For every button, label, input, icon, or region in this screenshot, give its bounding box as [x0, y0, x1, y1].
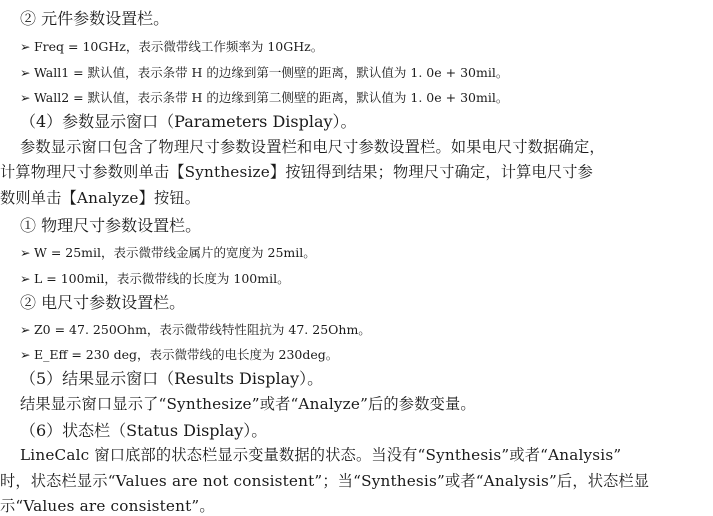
arrow-bullet-icon: ➢	[20, 347, 31, 362]
bullet-text: W = 25mil，表示微带线金属片的宽度为 25mil。	[34, 245, 316, 260]
bullet-text: Freq = 10GHz，表示微带线工作频率为 10GHz。	[34, 39, 324, 54]
bullet-z0	[20, 320, 371, 338]
bullet-text: L = 100mil，表示微带线的长度为 100mil。	[34, 271, 290, 286]
arrow-bullet-icon: ➢	[20, 90, 31, 105]
bullet-text: Z0 = 47. 250Ohm，表示微带线特性阻抗为 47. 25Ohm。	[34, 322, 371, 337]
heading-parameters-display: （4）参数显示窗口（Parameters Display）。	[20, 112, 357, 131]
subheading-electrical-params: ② 电尺寸参数设置栏。	[20, 293, 186, 312]
bullet-l	[20, 269, 290, 287]
arrow-bullet-icon: ➢	[20, 65, 31, 80]
paragraph-line: 参数显示窗口包含了物理尺寸参数设置栏和电尺寸参数设置栏。如果电尺寸数据确定，	[20, 138, 605, 156]
arrow-bullet-icon: ➢	[20, 39, 31, 54]
paragraph-line: 计算物理尺寸参数则单击【Synthesize】按钮得到结果；物理尺寸确定，计算电尺寸参	[0, 163, 594, 181]
bullet-w	[20, 243, 316, 261]
bullet-freq	[20, 37, 323, 55]
paragraph-line: 示“Values are consistent”。	[0, 497, 215, 515]
paragraph-line: 时，状态栏显示“Values are not consistent”；当“Synthesis”或者“Analysis”后，状态栏显	[0, 472, 650, 490]
bullet-e-eff	[20, 345, 338, 363]
bullet-text: E_Eff = 230 deg，表示微带线的电长度为 230deg。	[34, 347, 339, 362]
bullet-wall2	[20, 88, 508, 106]
paragraph-line: 数则单击【Analyze】按钮。	[0, 189, 201, 207]
arrow-bullet-icon: ➢	[20, 271, 31, 286]
paragraph-line: 结果显示窗口显示了“Synthesize”或者“Analyze”后的参数变量。	[20, 395, 476, 413]
bullet-wall1	[20, 63, 508, 81]
subheading-physical-params: ① 物理尺寸参数设置栏。	[20, 216, 202, 235]
paragraph-line: LineCalc 窗口底部的状态栏显示变量数据的状态。当没有“Synthesis”或者“Analysis”	[20, 446, 622, 464]
bullet-text: Wall1 = 默认值，表示条带 H 的边缘到第一侧壁的距离，默认值为 1. 0e + 30mil。	[34, 65, 509, 80]
bullet-text: Wall2 = 默认值，表示条带 H 的边缘到第二侧壁的距离，默认值为 1. 0e + 30mil。	[34, 90, 509, 105]
heading-results-display: （5）结果显示窗口（Results Display）。	[20, 369, 324, 388]
arrow-bullet-icon: ➢	[20, 245, 31, 260]
arrow-bullet-icon: ➢	[20, 322, 31, 337]
heading-status-display: （6）状态栏（Status Display）。	[20, 421, 268, 440]
subheading-component-params: ② 元件参数设置栏。	[20, 9, 170, 28]
